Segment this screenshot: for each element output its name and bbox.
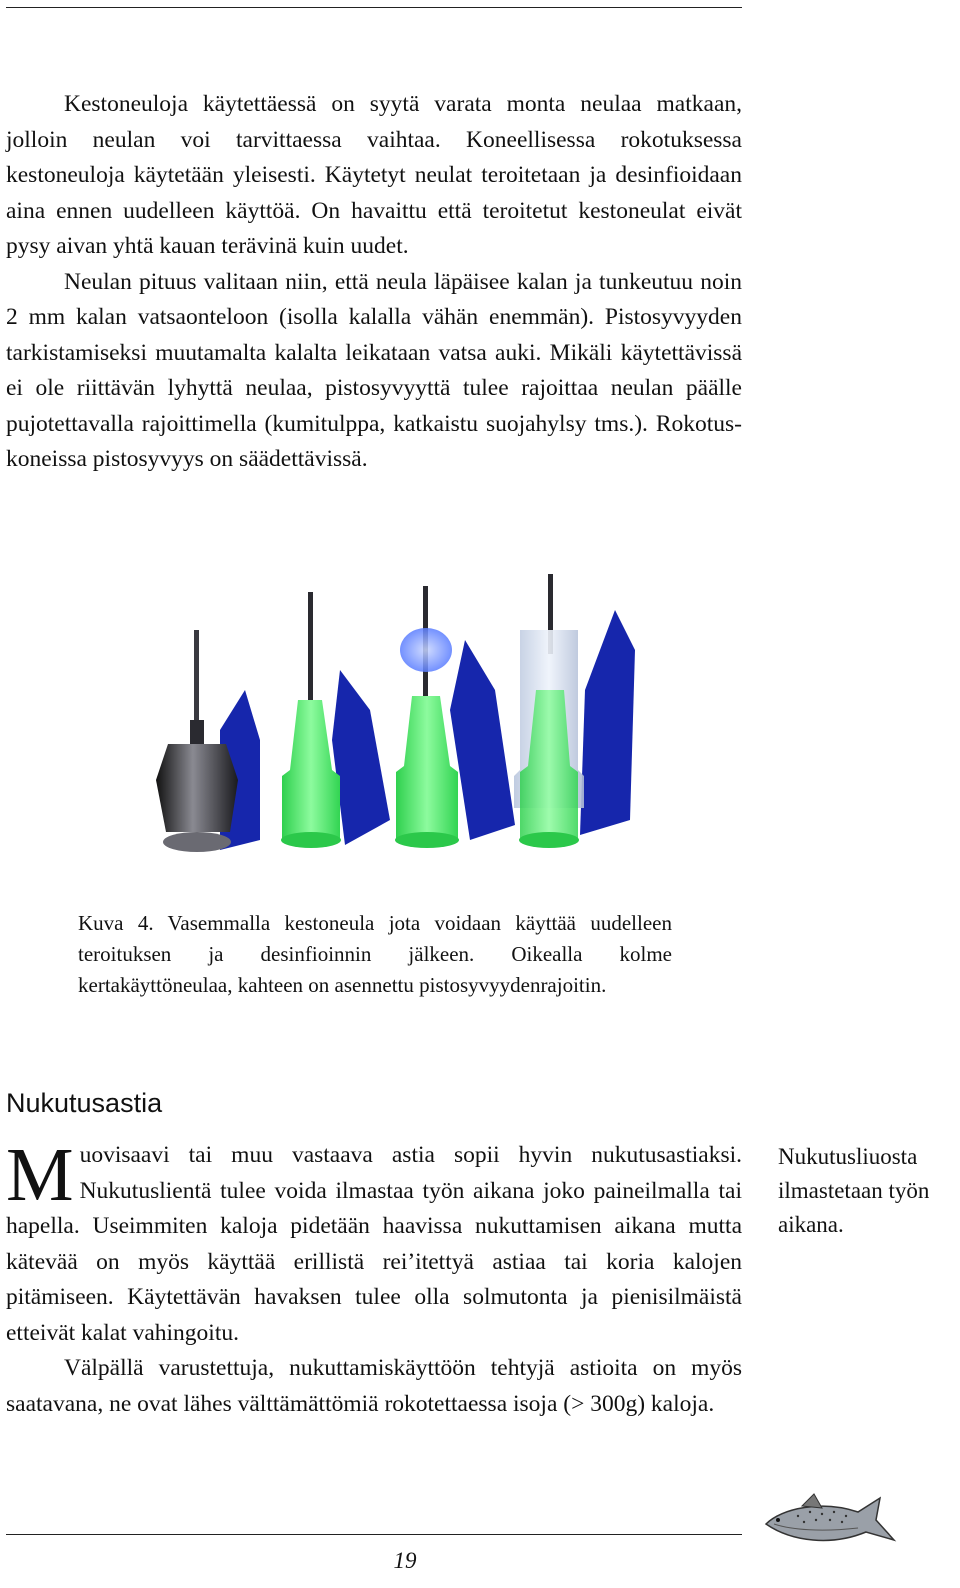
disposable-needle-2 [395, 586, 459, 848]
disposable-needle-3 [514, 574, 584, 848]
needles-figure [70, 570, 680, 1001]
intro-paragraph-1: Kestoneuloja käytettäessä on syytä varata monta neulaa matkaan, jolloin neulan voi tarvittaessa vaihtaa. Koneellisessa rokotuksessa kestoneuloja käytetään yleisesti. Käytetyt neulat teroitetaan ja desinfioidaan aina ennen uudelleen käyttöä. On havaittu että teroitetut kestoneulat eivät pysy aivan yhtä kauan terävinä kuin uudet. [6, 91, 742, 259]
disposable-needle-1 [281, 592, 341, 848]
page-number: 19 [393, 1548, 417, 1573]
section-paragraph-1-text: uovisaavi tai muu vastaava astia sopii hyvin nukutusastiaksi. Nukutuslientä tulee voida ilmastaa työn aikana joko paineilmalla tai hapella. Useimmiten kaloja pidetään haavissa nukuttamisen aikana mutta kätevää on myös käyttää erillistä rei’itettyä astiaa tai koria kalojen pitämiseen. Käytettävän havaksen tulee olla solmutonta ja pienisilmäistä etteivät kalat vahingoitu. [6, 1142, 742, 1346]
section-paragraph-1 [6, 1133, 742, 1351]
bottom-rule [6, 1534, 742, 1535]
figure-caption: Kuva 4. Vasemmalla kestoneula jota voidaan käyttää uudelleen teroituksen ja desinfioinnin jälkeen. Oikealla kolme kertakäyttöneulaa, kahteen on asennettu pistosyvyydenrajoitin. [78, 911, 672, 997]
top-rule [6, 7, 742, 8]
margin-note: Nukutusliuosta ilmastetaan työn aikana. [778, 1144, 930, 1237]
section-paragraph-2: Välpällä varustettuja, nukuttamiskäyttöön tehtyjä astioita on myös saatavana, ne ovat lähes välttämättömiä rokotettaessa isoja (> 300g) kaloja. [6, 1355, 742, 1417]
intro-text [6, 87, 742, 478]
fish-icon [762, 1484, 902, 1554]
needles-photo [70, 570, 680, 890]
intro-paragraph-2: Neulan pituus valitaan niin, että neula läpäisee kalan ja tunkeutuu noin 2 mm kalan vatsaonteloon (isolla kalalla vähän enemmän). Pistosyvyyden tarkistamiseksi muutamalta kalalta leikataan vatsa auki. Mikäli käytettävissä ei ole riittävän lyhyttä neulaa, pistosyvyyttä tulee rajoittaa neulan päälle pujotettavalla rajoittimella (kumitulppa, katkaistu suojahylsy tms.). Rokotuskoneissa pistosyvyys on säädettävissä. [6, 268, 742, 472]
section-heading: Nukutusastia [6, 1088, 163, 1118]
drop-cap: M [6, 1133, 74, 1217]
section-text [6, 1133, 742, 1422]
